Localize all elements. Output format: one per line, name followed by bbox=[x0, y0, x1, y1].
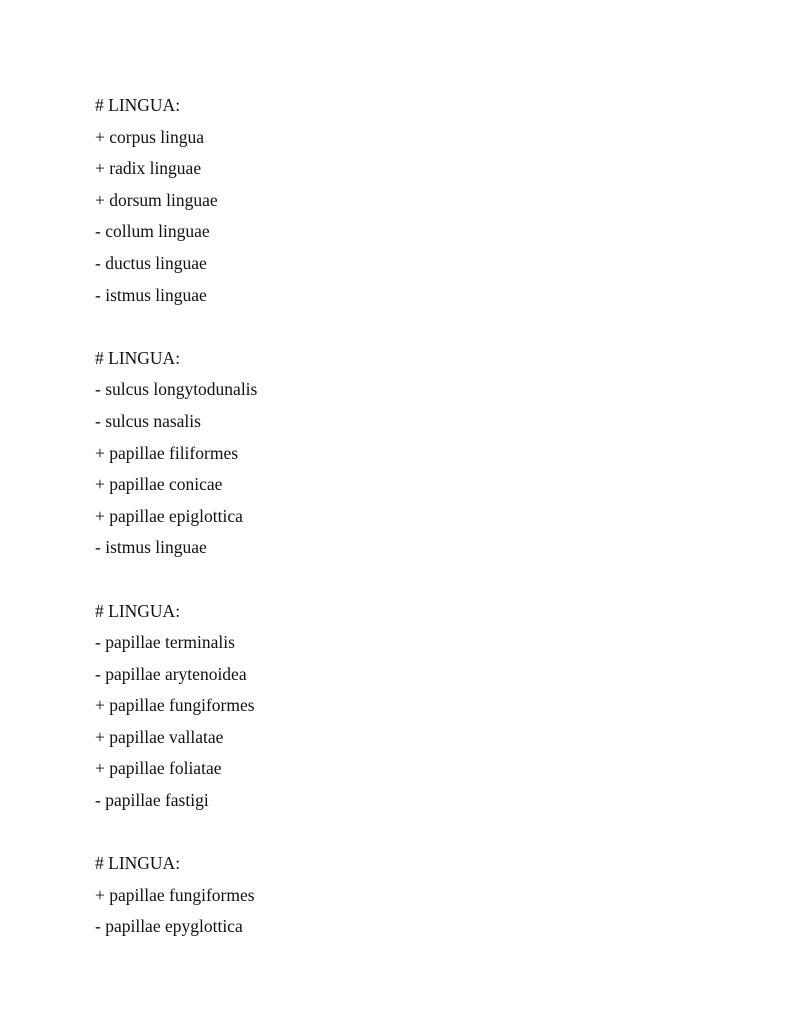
section-heading: # LINGUA: bbox=[95, 347, 181, 368]
list-item: - collum linguae bbox=[95, 221, 210, 242]
section-heading: # LINGUA: bbox=[95, 95, 181, 115]
list-item: + papillae fungiformes bbox=[95, 695, 255, 716]
list-item: - ductus linguae bbox=[95, 252, 207, 273]
section-4 bbox=[95, 851, 715, 946]
list-item: + papillae conicae bbox=[95, 474, 223, 495]
list-item: + corpus lingua bbox=[95, 126, 205, 147]
list-item: - papillae terminalis bbox=[95, 632, 235, 653]
list-item: + radix linguae bbox=[95, 158, 202, 179]
document-content bbox=[95, 93, 715, 978]
list-item: - papillae epyglottica bbox=[95, 916, 243, 937]
list-item: - sulcus nasalis bbox=[95, 410, 201, 431]
list-item: + papillae foliatae bbox=[95, 758, 222, 779]
section-1 bbox=[95, 93, 715, 314]
list-item: - sulcus longytodunalis bbox=[95, 379, 258, 400]
section-2 bbox=[95, 346, 715, 567]
list-item: + dorsum linguae bbox=[95, 189, 218, 210]
list-item: + papillae epiglottica bbox=[95, 505, 243, 526]
list-item: - papillae arytenoidea bbox=[95, 663, 247, 684]
list-item: + papillae vallatae bbox=[95, 726, 224, 747]
list-item: - istmus linguae bbox=[95, 537, 207, 558]
section-heading: # LINGUA: bbox=[95, 853, 181, 874]
list-item: + papillae fungiformes bbox=[95, 884, 255, 905]
list-item: - papillae fastigi bbox=[95, 790, 209, 811]
section-heading: # LINGUA: bbox=[95, 600, 181, 621]
section-3 bbox=[95, 599, 715, 820]
list-item: - istmus linguae bbox=[95, 284, 207, 305]
list-item: + papillae filiformes bbox=[95, 442, 239, 463]
